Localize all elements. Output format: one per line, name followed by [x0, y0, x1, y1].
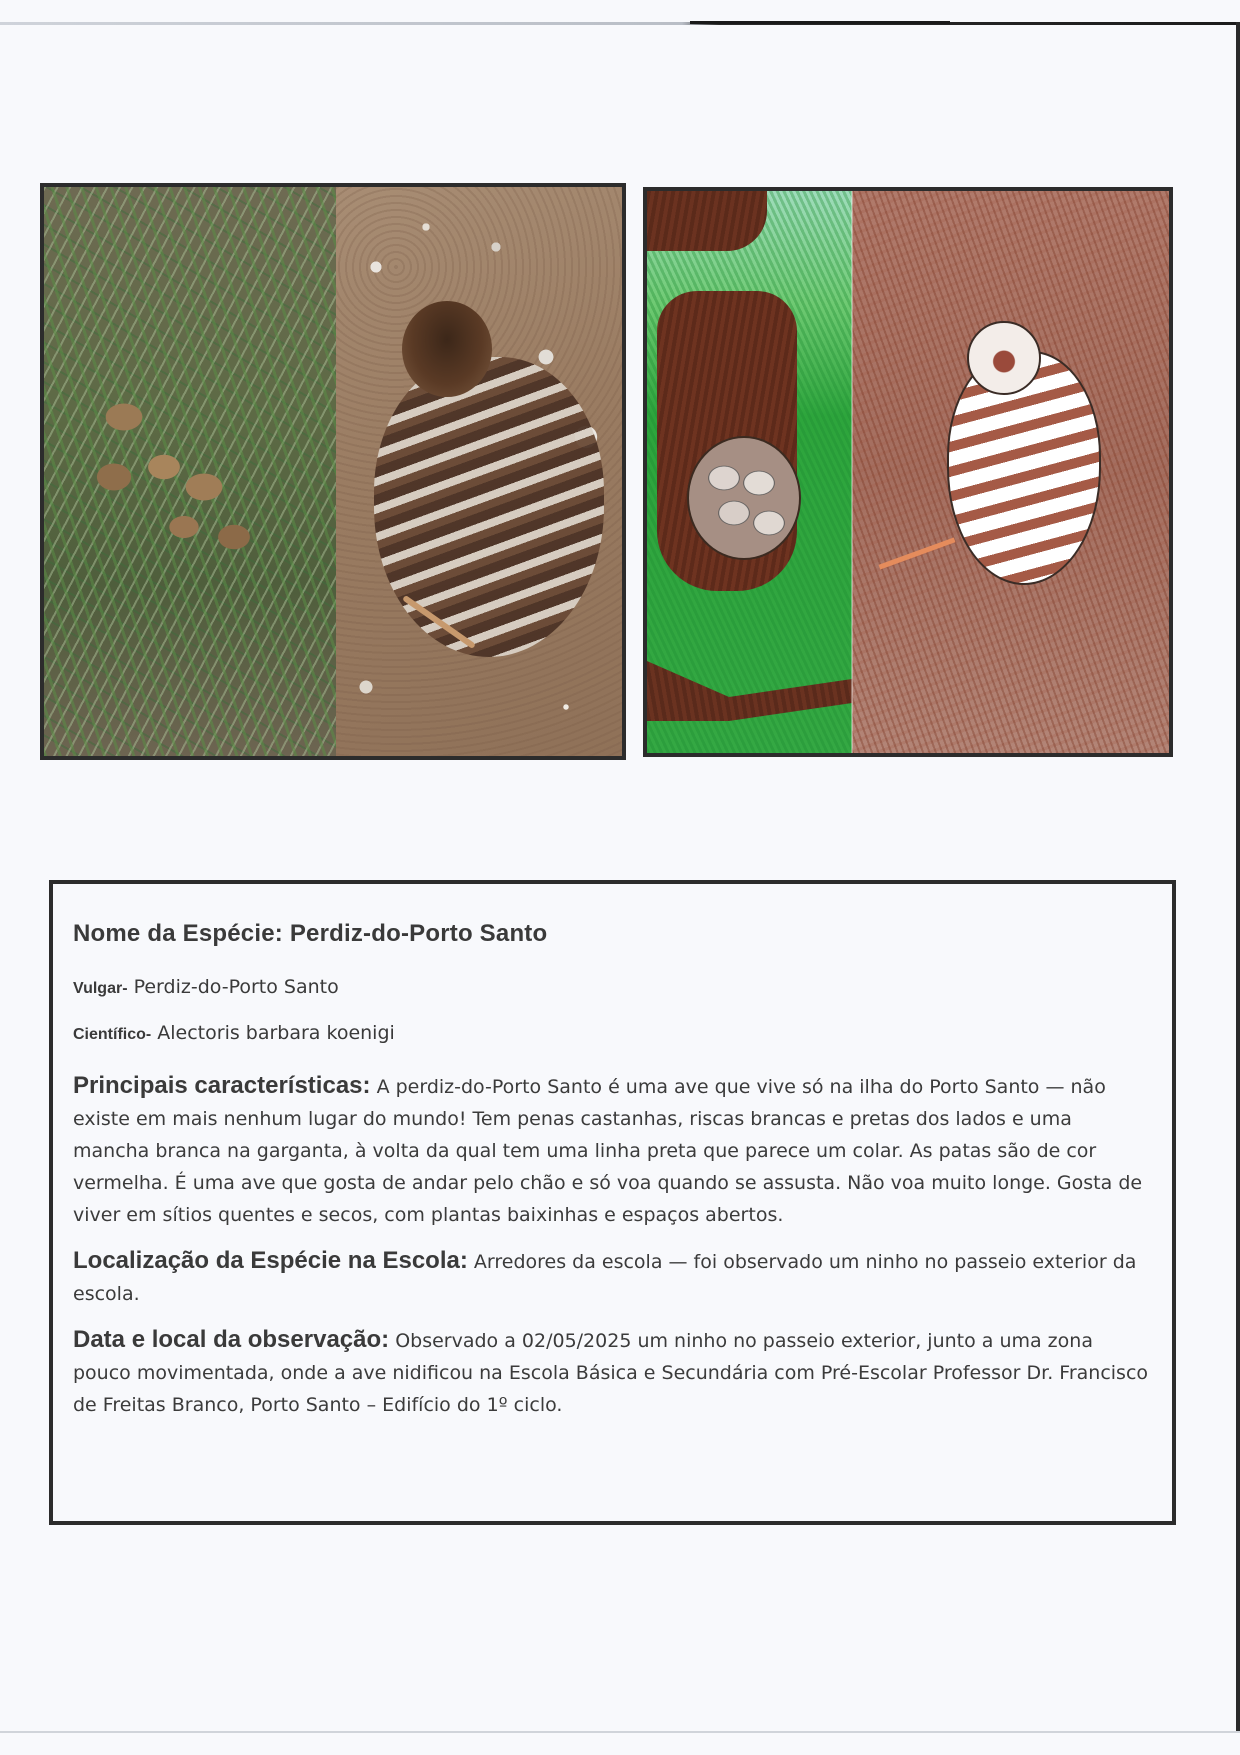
species-info-box [49, 880, 1176, 1525]
location-text: Arredores da escola — foi observado um ninho no passeio exterior da escola. [73, 1251, 1137, 1305]
scan-edge-right [1236, 22, 1240, 1732]
characteristics-text: A perdiz-do-Porto Santo é uma ave que vive só na ilha do Porto Santo — não existe em mais nenhum lugar do mundo! Tem penas castanhas, riscas brancas e pretas dos lados e uma mancha branca na garganta, à volta da qual tem uma linha preta que parece um colar. As patas são de cor vermelha. É uma ave que gosta de andar pelo chão e só voa quando se assusta. Não voa muito longe. Gosta de viver em sítios quentes e secos, com plantas baixinhas e espaços abertos. [73, 1076, 1143, 1226]
drawing-branch-top [647, 191, 767, 251]
characteristics-heading: Principais características: [73, 1072, 371, 1099]
child-drawing [643, 187, 1173, 757]
vulgar-label: Vulgar- [73, 980, 128, 997]
observation-text: Observado a 02/05/2025 um ninho no passeio exterior, junto a uma zona pouco movimentada, onde a ave nidificou na Escola Básica e Secundária com Pré-Escolar Professor Dr. Francisco de Freitas Branco, Porto Santo – Edifício do 1º ciclo. [73, 1330, 1149, 1416]
location-heading: Localização da Espécie na Escola: [73, 1247, 468, 1274]
observation-paragraph [73, 1324, 1152, 1421]
drawing-nest-eggs [687, 436, 801, 560]
species-title-label: Nome da Espécie: [73, 920, 283, 947]
scan-edge-mark [690, 21, 950, 24]
characteristics-paragraph [73, 1070, 1152, 1231]
species-title-value: Perdiz-do-Porto Santo [289, 920, 548, 947]
scientific-value: Alectoris barbara koenigi [157, 1022, 395, 1044]
nest-chick-photo [40, 183, 626, 760]
scientific-label: Científico- [73, 1026, 152, 1043]
vulgar-name-line [73, 974, 1152, 1002]
location-paragraph [73, 1245, 1152, 1310]
chick-body [374, 357, 604, 657]
scientific-name-line [73, 1020, 1152, 1048]
scan-edge-bottom [0, 1731, 1240, 1733]
drawing-divider [851, 191, 853, 753]
chick-head [402, 301, 492, 397]
vulgar-value: Perdiz-do-Porto Santo [133, 976, 339, 998]
observation-heading: Data e local da observação: [73, 1326, 390, 1353]
species-title [73, 920, 1152, 948]
nest-eggshells-photo [44, 187, 336, 756]
drawing-bird-head [967, 321, 1041, 395]
scan-edge-top [0, 22, 1240, 25]
